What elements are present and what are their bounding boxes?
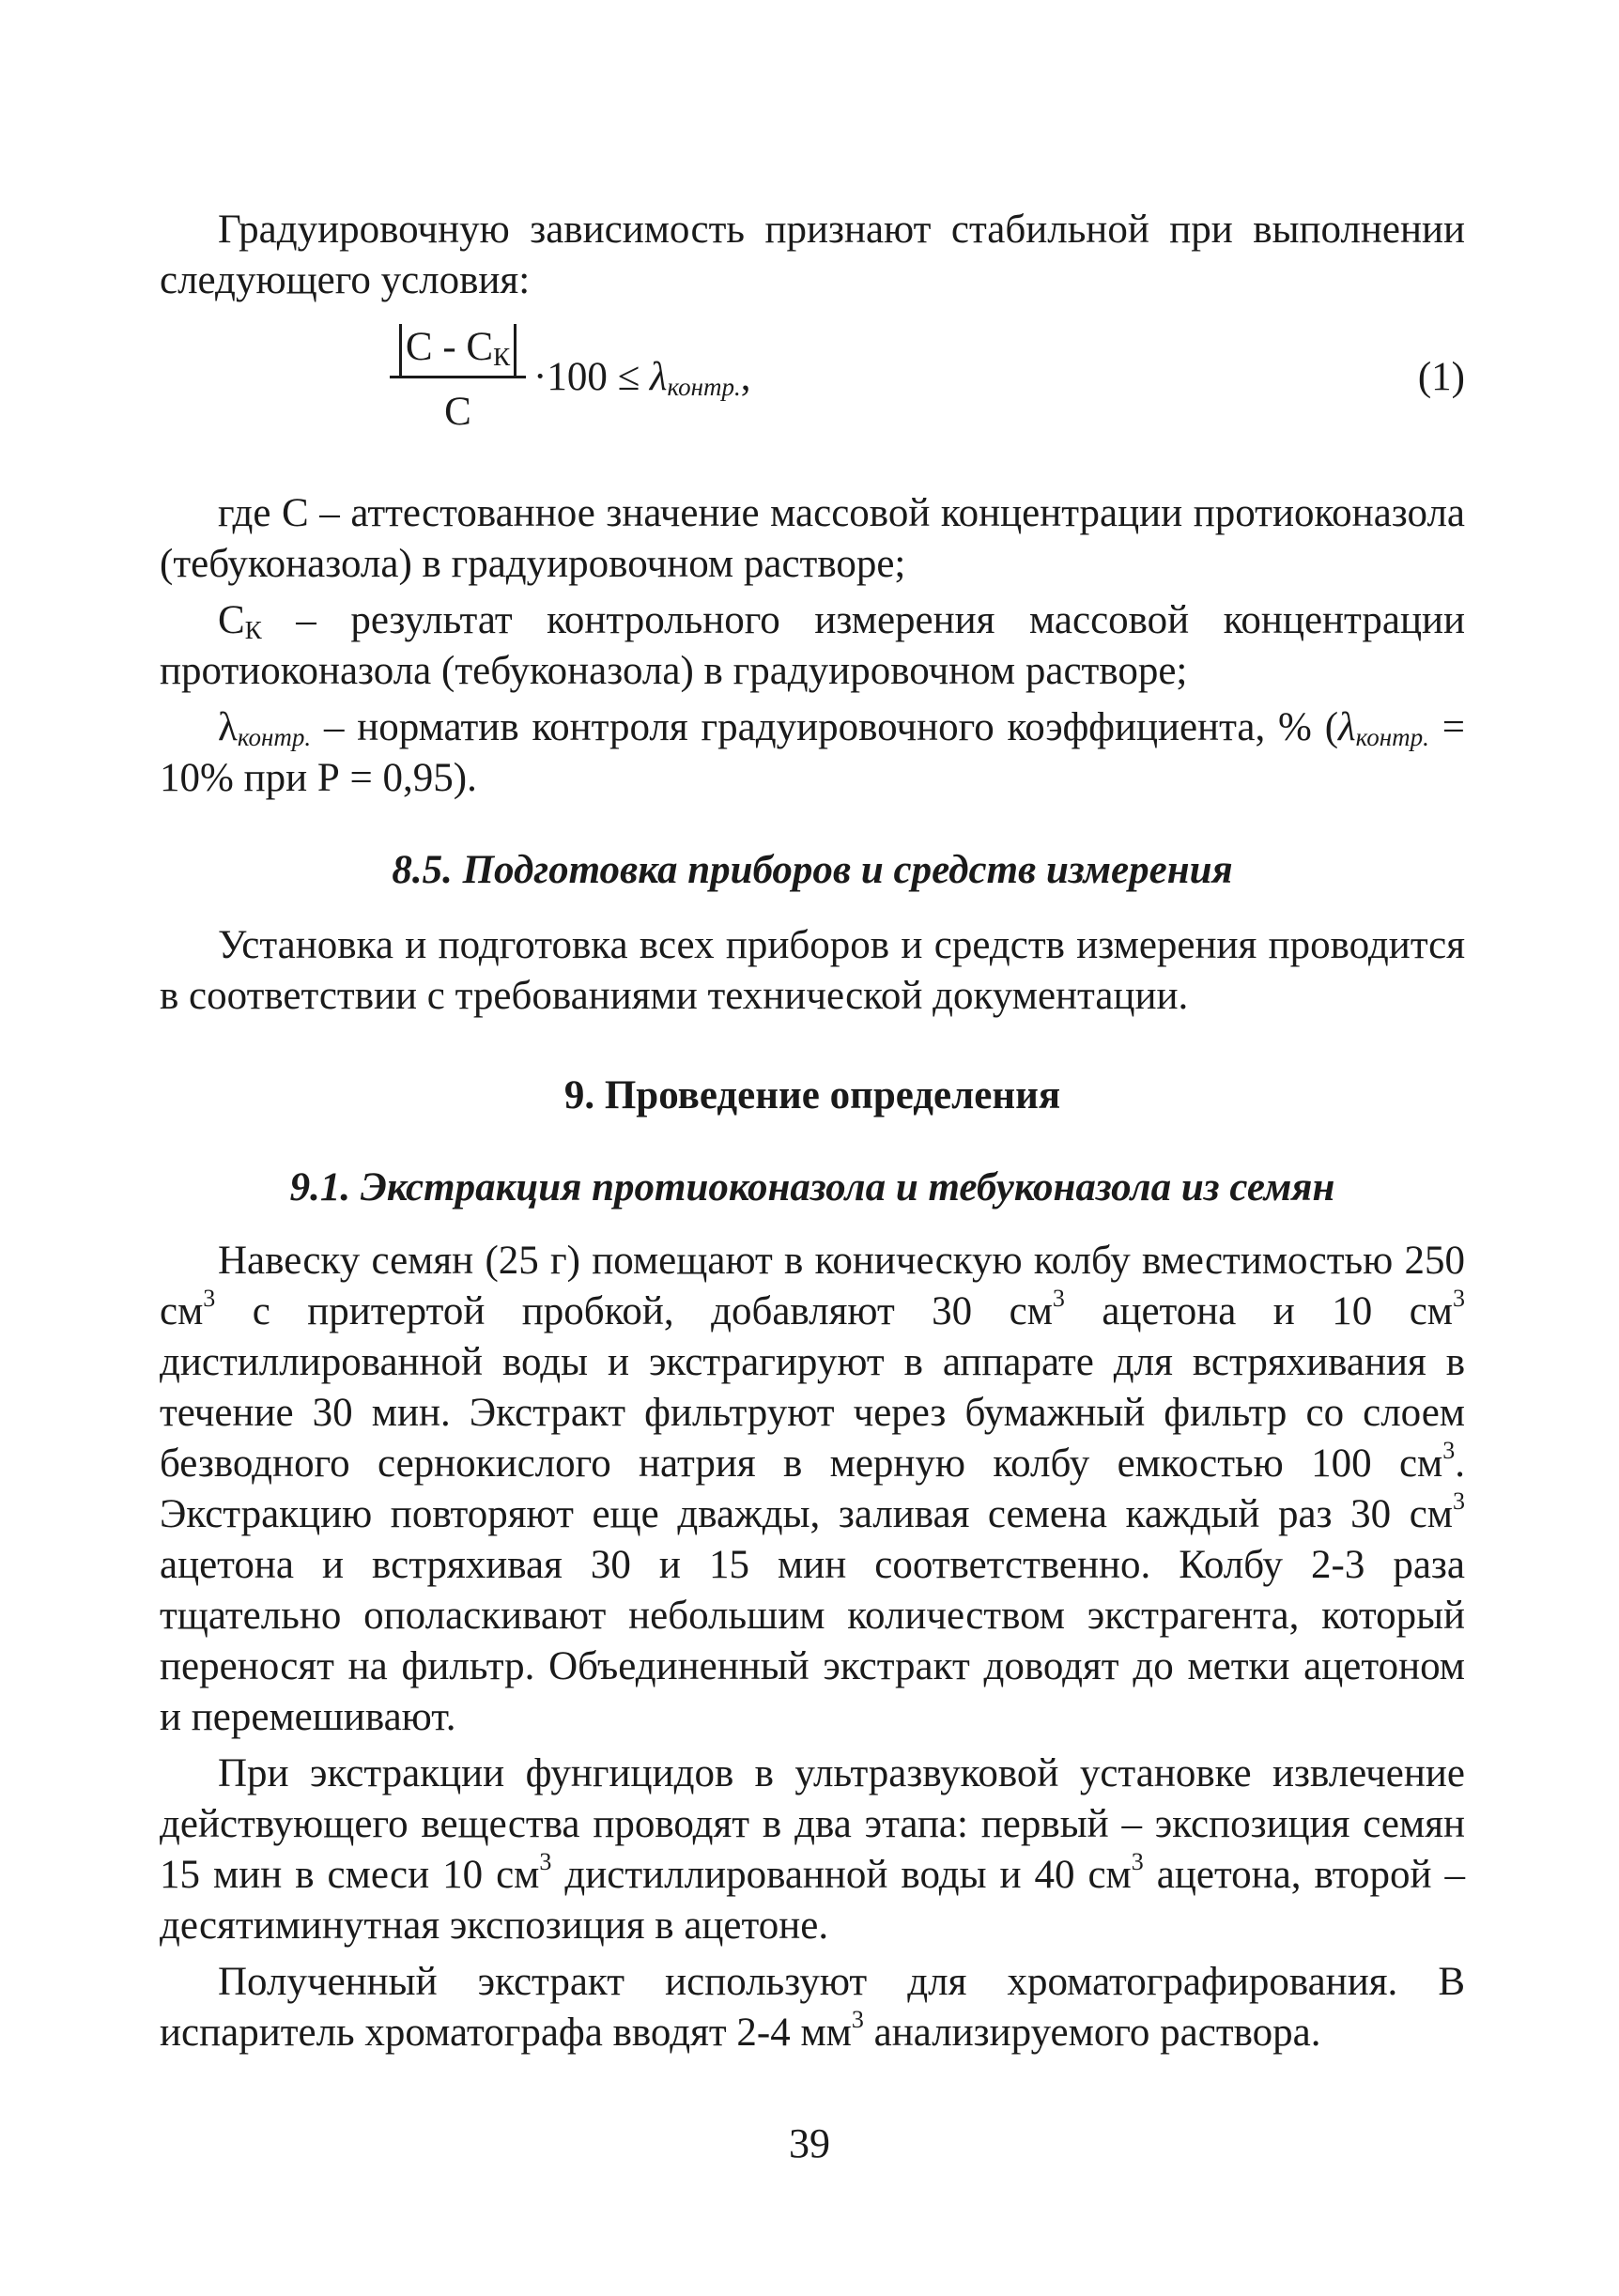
section-8-5-heading: 8.5. Подготовка приборов и средств измерения [392,848,1233,892]
formula-inequality: $\cdot 100 \le \lambda_{контр.}$, [533,355,751,401]
formula-stability-condition [160,316,1465,471]
abs-bar-left [399,324,402,377]
section-9-1-paragraph-3: Полученный экстракт используют для хроматографирования. В испаритель хроматографа вводят 2-4 $мм^3$ анализируемого раствора. [160,1960,1465,2055]
abs-bar-right [514,324,517,377]
page-number: 39 [789,2120,830,2166]
definition-ck: $С_К$ – результат контрольного измерения массовой концентрации протиоконазола (тебуконазола) в градуировочном растворе; [160,598,1465,693]
equation-number: (1) [1417,355,1465,399]
fraction-line [390,376,526,378]
page-body [160,205,1465,2058]
formula-fraction [390,319,526,442]
intro-paragraph: Градуировочную зависимость признают стабильной при выполнении следующего условия: [160,208,1465,302]
section-9-1-paragraph-1: Навеску семян (25 г) помещают в коническую колбу вместимостью 250 $см^3$ с притертой пробкой, добавляют 30 $см^3$ ацетона и 10 $см^3$ дистиллированной воды и экстрагируют в аппарате для встряхивания в течение 30 мин. Экстракт фильтруют через бумажный фильтр со слоем безводного сернокислого натрия в мерную колбу емкостью 100 $см^3$. Экстракцию повторяют еще дважды, заливая семена каждый раз 30 $см^3$ ацетона и встряхивая 30 и 15 мин соответственно. Колбу 2-3 раза тщательно ополаскивают небольшим количеством экстрагента, который переносят на фильтр. Объединенный экстракт доводят до метки ацетоном и перемешивают. [160,1239,1465,1739]
section-9-heading: 9. Проведение определения [563,1073,1061,1117]
definition-c: где С – аттестованное значение массовой концентрации протиоконазола (тебуконазола) в градуировочном растворе; [160,491,1465,586]
definition-lambda: $\lambda_{контр.}$ – норматив контроля градуировочного коэффициента, % ($\lambda_{контр.} = 10\%$ при Р = 0,95). [160,705,1465,800]
section-8-5-paragraph: Установка и подготовка всех приборов и средств измерения проводится в соответствии с требованиями технической документации. [160,923,1465,1018]
formula-numerator: C - $C_К$ [390,319,526,376]
formula-denominator: C [444,390,471,434]
section-9-1-heading: 9.1. Экстракция протиоконазола и тебуконазола из семян [289,1165,1335,1210]
section-9-1-paragraph-2: При экстракции фунгицидов в ультразвуковой установке извлечение действующего вещества проводят в два этапа: первый – экспозиция семян 15 мин в смеси 10 $см^3$ дистиллированной воды и 40 $см^3$ ацетона, второй – десятиминутная экспозиция в ацетоне. [160,1751,1465,1948]
